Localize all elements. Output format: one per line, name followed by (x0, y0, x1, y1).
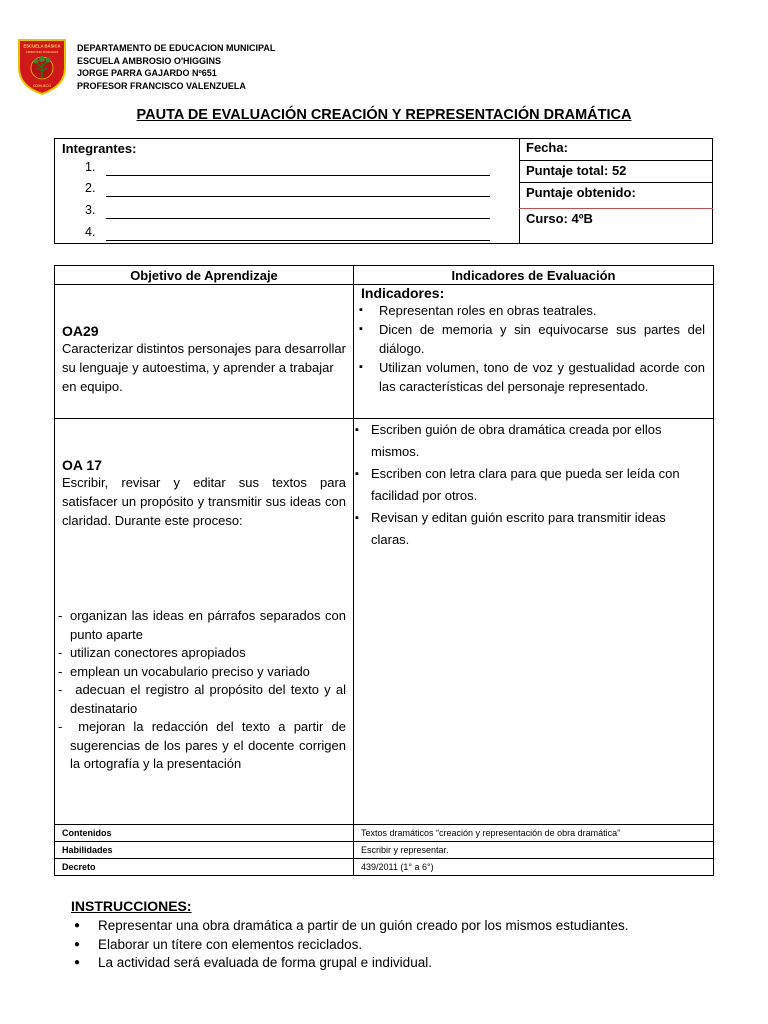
member-number: 1. (85, 160, 96, 174)
oa17-indicator-list (354, 419, 713, 551)
decreto-value: 439/2011 (1° a 6°) (354, 859, 714, 876)
header-line: DEPARTAMENTO DE EDUCACION MUNICIPAL (77, 43, 276, 53)
oa17-title: OA 17 (62, 457, 102, 473)
table-row-decreto (55, 859, 714, 876)
oa17-cell (55, 419, 354, 825)
list-item: ● Representar una obra dramática a partir de un guión creado por los mismos estudiantes. (70, 917, 629, 936)
list-item: ● La actividad será evaluada de forma grupal e individual. (70, 954, 629, 973)
table-header-row (55, 266, 714, 285)
info-box (54, 138, 713, 244)
list-item: ▪ Escriben guión de obra dramática creada por ellos mismos. (354, 419, 693, 463)
list-item: ▪ Revisan y editan guión escrito para transmitir ideas claras. (354, 507, 693, 551)
header-block (77, 42, 275, 92)
oa17-text: Escribir, revisar y editar sus textos para satisfacer un propósito y transmitir sus ideas con claridad. Durante este proceso: (62, 475, 346, 528)
oa29-cell (55, 285, 354, 419)
contenidos-value: Textos dramáticos “creación y representación de obra dramática” (354, 825, 714, 842)
logo-text-mid: AMBROSIO O'HIGGINS (25, 50, 59, 54)
table-row-oa17 (55, 419, 714, 825)
header-line: PROFESOR FRANCISCO VALENZUELA (77, 80, 246, 91)
member-number: 2. (85, 181, 96, 195)
decreto-label: Decreto (55, 859, 354, 876)
habilidades-label: Habilidades (55, 842, 354, 859)
list-item: ▪ Dicen de memoria y sin equivocarse sus partes del diálogo. (358, 320, 705, 358)
curso-label: Curso: 4ºB (526, 211, 593, 226)
info-separator (519, 182, 713, 183)
info-separator (519, 160, 713, 161)
list-item: - utilizan conectores apropiados (58, 645, 246, 660)
puntaje-total: Puntaje total: 52 (526, 163, 627, 178)
logo-text-bottom: COIHUECO (32, 84, 52, 88)
oa29-indicator-list (358, 301, 705, 396)
instructions-title: INSTRUCCIONES: (71, 898, 192, 914)
process-list (58, 607, 350, 774)
member-line-2[interactable] (106, 182, 490, 197)
logo-text-top: ESCUELA BÁSICA (23, 43, 61, 49)
contenidos-label: Contenidos (55, 825, 354, 842)
habilidades-value: Escribir y representar. (354, 842, 714, 859)
fecha-label: Fecha: (526, 140, 568, 155)
indicators-label: Indicadores: (361, 285, 445, 301)
table-row-contenidos (55, 825, 714, 842)
page-title: PAUTA DE EVALUACIÓN CREACIÓN Y REPRESENTACIÓN DRAMÁTICA (136, 107, 632, 123)
info-separator-red (519, 208, 713, 209)
member-number: 4. (85, 225, 96, 239)
oa29-indicators-cell (354, 285, 714, 419)
col-indicadores-header: Indicadores de Evaluación (354, 266, 714, 285)
member-line-3[interactable] (106, 204, 490, 219)
school-logo (17, 38, 67, 96)
member-line-1[interactable] (106, 161, 490, 176)
member-line-4[interactable] (106, 226, 490, 241)
table-row-habilidades (55, 842, 714, 859)
evaluation-table (54, 265, 714, 876)
col-objetivo-header: Objetivo de Aprendizaje (55, 266, 354, 285)
list-item: ● Elaborar un títere con elementos reciclados. (70, 936, 629, 955)
puntaje-obtenido: Puntaje obtenido: (526, 185, 636, 200)
header-line: JORGE PARRA GAJARDO Nº651 (77, 68, 217, 78)
oa17-indicators-cell (354, 419, 714, 825)
oa29-text: Caracterizar distintos personajes para desarrollar su lenguaje y autoestima, y aprender a trabajar en equipo. (62, 341, 346, 394)
oa29-title: OA29 (62, 323, 99, 339)
header-line: ESCUELA AMBROSIO O'HIGGINS (77, 55, 221, 66)
list-item: - adecuan el registro al propósito del texto y al destinatario (58, 682, 350, 716)
list-item: ▪ Escriben con letra clara para que pueda ser leída con facilidad por otros. (354, 463, 693, 507)
list-item: - organizan las ideas en párrafos separados con punto aparte (58, 608, 346, 642)
table-row-oa29 (55, 285, 714, 419)
list-item: ▪ Representan roles en obras teatrales. (358, 301, 705, 320)
instructions-list (70, 917, 629, 973)
integrantes-label: Integrantes: (62, 141, 137, 156)
list-item: ▪ Utilizan volumen, tono de voz y gestualidad acorde con las características del personaje representado. (358, 358, 705, 396)
member-number: 3. (85, 203, 96, 217)
list-item: - mejoran la redacción del texto a partir de sugerencias de los pares y el docente corrigen la ortografía y la presentación (58, 719, 350, 771)
list-item: - emplean un vocabulario preciso y variado (58, 663, 310, 679)
